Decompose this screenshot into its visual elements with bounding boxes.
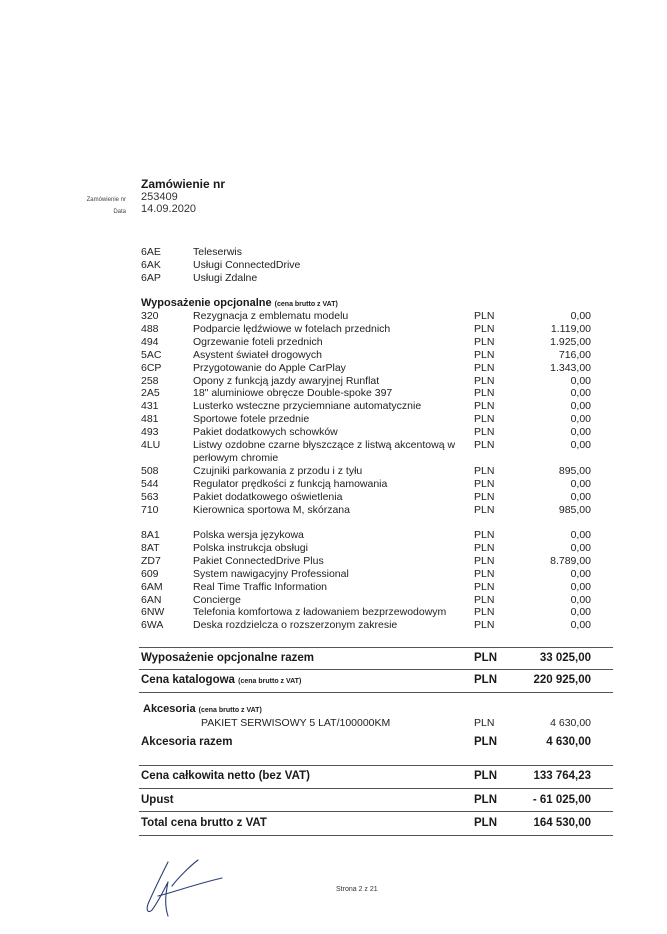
- item-description: Sportowe fotele przednie: [193, 413, 310, 426]
- line-item-row: [141, 246, 591, 259]
- item-description: Listwy ozdobne czarne błyszczące z listwą akcentową w perłowym chromie: [193, 439, 456, 464]
- item-currency: PLN: [474, 426, 495, 439]
- item-code: 563: [141, 490, 159, 503]
- item-code: 8AT: [141, 541, 160, 554]
- item-description: Asystent świateł drogowych: [193, 348, 322, 361]
- item-code: 493: [141, 426, 159, 439]
- optional-note: (cena brutto z VAT): [274, 301, 338, 308]
- divider: [139, 788, 613, 789]
- optional-total-price: 33 025,00: [539, 652, 591, 664]
- item-code: 8A1: [141, 529, 160, 541]
- item-code: 6AE: [141, 246, 161, 258]
- item-code: 320: [141, 310, 159, 322]
- line-item-row: [141, 542, 591, 555]
- item-code: ZD7: [141, 554, 161, 567]
- line-item-row: [141, 465, 591, 478]
- accessories-section-title: [143, 703, 262, 715]
- catalog-price-row: [141, 672, 591, 688]
- line-item-row: [141, 478, 591, 491]
- accessory-desc: PAKIET SERWISOWY 5 LAT/100000KM: [201, 717, 391, 729]
- item-code: 508: [141, 465, 159, 477]
- item-description: Podparcie lędźwiowe w fotelach przednich: [193, 322, 391, 335]
- item-currency: PLN: [474, 387, 495, 400]
- item-description: Ogrzewanie foteli przednich: [193, 335, 323, 348]
- item-price: 895,00: [558, 465, 591, 477]
- item-description: Pakiet dodatkowych schowków: [193, 426, 338, 439]
- item-description: Concierge: [193, 593, 241, 606]
- item-code: 258: [141, 374, 159, 387]
- item-currency: PLN: [474, 439, 495, 451]
- item-price: 1.119,00: [550, 322, 591, 335]
- catalog-note: (cena brutto z VAT): [238, 678, 302, 685]
- item-currency: PLN: [474, 490, 495, 503]
- item-price: 716,00: [558, 348, 591, 361]
- item-description: Kierownica sportowa M, skórzana: [193, 503, 350, 516]
- item-currency: PLN: [474, 477, 495, 490]
- order-number-label: Zamówienie nr: [86, 197, 126, 203]
- item-currency: PLN: [474, 580, 495, 593]
- item-code: 6NW: [141, 606, 165, 619]
- item-price: 0,00: [570, 400, 591, 413]
- divider: [139, 765, 613, 766]
- item-code: 6AP: [141, 271, 161, 284]
- item-description: Czujniki parkowania z przodu i z tyłu: [193, 465, 363, 477]
- item-price: 8.789,00: [550, 554, 591, 567]
- line-item-row: [141, 362, 591, 375]
- item-price: 0,00: [570, 490, 591, 503]
- item-currency: PLN: [474, 400, 495, 413]
- line-item-row: [141, 555, 591, 568]
- accessories-label: Akcesoria: [143, 703, 196, 715]
- item-price: 0,00: [570, 310, 591, 322]
- document-title: Zamówienie nr: [141, 177, 226, 191]
- line-item-row: [141, 310, 591, 323]
- item-price: 0,00: [570, 580, 591, 593]
- line-item-row: [141, 272, 591, 285]
- item-currency: PLN: [474, 593, 495, 606]
- line-item-row: [141, 581, 591, 594]
- date-label: Data: [113, 209, 126, 215]
- item-currency: PLN: [474, 413, 495, 426]
- item-price: 1.925,00: [550, 335, 591, 348]
- item-price: 0,00: [570, 567, 591, 580]
- item-price: 0,00: [570, 529, 591, 541]
- item-description: Telefonia komfortowa z ładowaniem bezprzewodowym: [193, 606, 447, 619]
- item-description: Przygotowanie do Apple CarPlay: [193, 361, 346, 374]
- divider: [139, 647, 613, 648]
- line-item-row: [141, 426, 591, 439]
- item-currency: PLN: [474, 503, 495, 516]
- divider: [139, 811, 613, 812]
- line-item-row: [141, 504, 591, 517]
- line-item-row: [141, 606, 591, 619]
- item-price: 0,00: [570, 606, 591, 619]
- item-code: 494: [141, 335, 159, 348]
- item-description: Polska wersja językowa: [193, 529, 304, 541]
- item-price: 0,00: [570, 541, 591, 554]
- line-item-row: [141, 439, 591, 464]
- item-currency: PLN: [474, 374, 495, 387]
- net-price-row: [141, 768, 591, 784]
- line-item-row: [141, 400, 591, 413]
- item-code: 4LU: [141, 439, 161, 451]
- gross-price-row: [141, 815, 591, 831]
- discount-row: [141, 792, 591, 808]
- item-price: 0,00: [570, 619, 591, 632]
- line-item-row: [141, 349, 591, 362]
- item-currency: PLN: [474, 554, 495, 567]
- item-code: 488: [141, 322, 159, 335]
- item-code: 6AK: [141, 258, 161, 271]
- optional-total-row: [141, 650, 591, 666]
- item-code: 6CP: [141, 361, 162, 374]
- item-code: 5AC: [141, 348, 162, 361]
- line-item-row: [141, 387, 591, 400]
- gross-label: Total cena brutto z VAT: [141, 817, 267, 829]
- item-currency: PLN: [474, 322, 495, 335]
- item-currency: PLN: [474, 606, 495, 619]
- discount-currency: PLN: [474, 794, 497, 806]
- line-item-row: [141, 413, 591, 426]
- line-item-row: [141, 375, 591, 388]
- line-item-row: [141, 619, 591, 632]
- item-code: 6AM: [141, 580, 163, 593]
- catalog-price: 220 925,00: [533, 674, 591, 686]
- item-price: 0,00: [570, 387, 591, 400]
- item-currency: PLN: [474, 529, 495, 541]
- optional-total-currency: PLN: [474, 652, 497, 664]
- accessories-note: (cena brutto z VAT): [198, 707, 262, 714]
- item-currency: PLN: [474, 310, 495, 322]
- item-price: 0,00: [570, 439, 591, 451]
- accessory-currency: PLN: [474, 717, 495, 729]
- item-code: 2A5: [141, 387, 160, 400]
- catalog-currency: PLN: [474, 674, 497, 686]
- item-currency: PLN: [474, 348, 495, 361]
- signature-image: [138, 856, 228, 922]
- item-description: Opony z funkcją jazdy awaryjnej Runflat: [193, 374, 380, 387]
- item-price: 0,00: [570, 593, 591, 606]
- accessory-row: [141, 717, 591, 730]
- accessories-total-price: 4 630,00: [546, 736, 591, 748]
- item-currency: PLN: [474, 465, 495, 477]
- line-item-row: [141, 529, 591, 542]
- item-code: 481: [141, 413, 159, 426]
- net-label: Cena całkowita netto (bez VAT): [141, 770, 310, 782]
- optional-title: Wyposażenie opcjonalne: [141, 297, 272, 309]
- item-price: 985,00: [558, 503, 591, 516]
- item-price: 1.343,00: [550, 361, 591, 374]
- line-item-row: [141, 323, 591, 336]
- item-currency: PLN: [474, 619, 495, 632]
- item-currency: PLN: [474, 335, 495, 348]
- optional-section-title: [141, 297, 338, 309]
- item-code: 710: [141, 503, 159, 516]
- item-price: 0,00: [570, 477, 591, 490]
- item-price: 0,00: [570, 413, 591, 426]
- accessory-price: 4 630,00: [550, 717, 591, 729]
- accessories-total-currency: PLN: [474, 736, 497, 748]
- item-description: Usługi ConnectedDrive: [193, 258, 301, 271]
- line-item-row: [141, 568, 591, 581]
- line-item-row: [141, 491, 591, 504]
- catalog-label: Cena katalogowa: [141, 674, 235, 686]
- accessories-total-label: Akcesoria razem: [141, 736, 233, 748]
- order-number: 253409: [141, 191, 178, 203]
- item-code: 6AN: [141, 593, 162, 606]
- net-price: 133 764,23: [533, 770, 591, 782]
- item-code: 609: [141, 567, 159, 580]
- item-description: Teleserwis: [193, 246, 243, 258]
- gross-price: 164 530,00: [533, 817, 591, 829]
- item-currency: PLN: [474, 361, 495, 374]
- item-price: 0,00: [570, 426, 591, 439]
- item-description: 18" aluminiowe obręcze Double-spoke 397: [193, 387, 393, 400]
- divider: [139, 669, 613, 670]
- discount-label: Upust: [141, 794, 174, 806]
- divider: [139, 835, 613, 836]
- item-description: Lusterko wsteczne przyciemniane automatycznie: [193, 400, 422, 413]
- item-description: Usługi Zdalne: [193, 271, 258, 284]
- item-description: Deska rozdzielcza o rozszerzonym zakresie: [193, 619, 398, 632]
- item-code: 6WA: [141, 619, 164, 632]
- item-description: Polska instrukcja obsługi: [193, 541, 308, 554]
- discount-price: - 61 025,00: [532, 794, 591, 806]
- item-description: Rezygnacja z emblematu modelu: [193, 310, 349, 322]
- accessories-total-row: [141, 734, 591, 750]
- item-description: Real Time Traffic Information: [193, 580, 328, 593]
- line-item-row: [141, 336, 591, 349]
- item-price: 0,00: [570, 374, 591, 387]
- order-date: 14.09.2020: [141, 203, 197, 215]
- item-currency: PLN: [474, 541, 495, 554]
- line-item-row: [141, 259, 591, 272]
- item-description: System nawigacyjny Professional: [193, 567, 349, 580]
- gross-currency: PLN: [474, 817, 497, 829]
- item-code: 544: [141, 477, 159, 490]
- optional-total-label: Wyposażenie opcjonalne razem: [141, 652, 314, 664]
- item-description: Pakiet ConnectedDrive Plus: [193, 554, 324, 567]
- line-item-row: [141, 594, 591, 607]
- divider: [139, 692, 613, 693]
- net-currency: PLN: [474, 770, 497, 782]
- item-code: 431: [141, 400, 159, 413]
- item-description: Pakiet dodatkowego oświetlenia: [193, 490, 343, 503]
- item-currency: PLN: [474, 567, 495, 580]
- page-number: Strona 2 z 21: [336, 886, 378, 893]
- item-description: Regulator prędkości z funkcją hamowania: [193, 477, 388, 490]
